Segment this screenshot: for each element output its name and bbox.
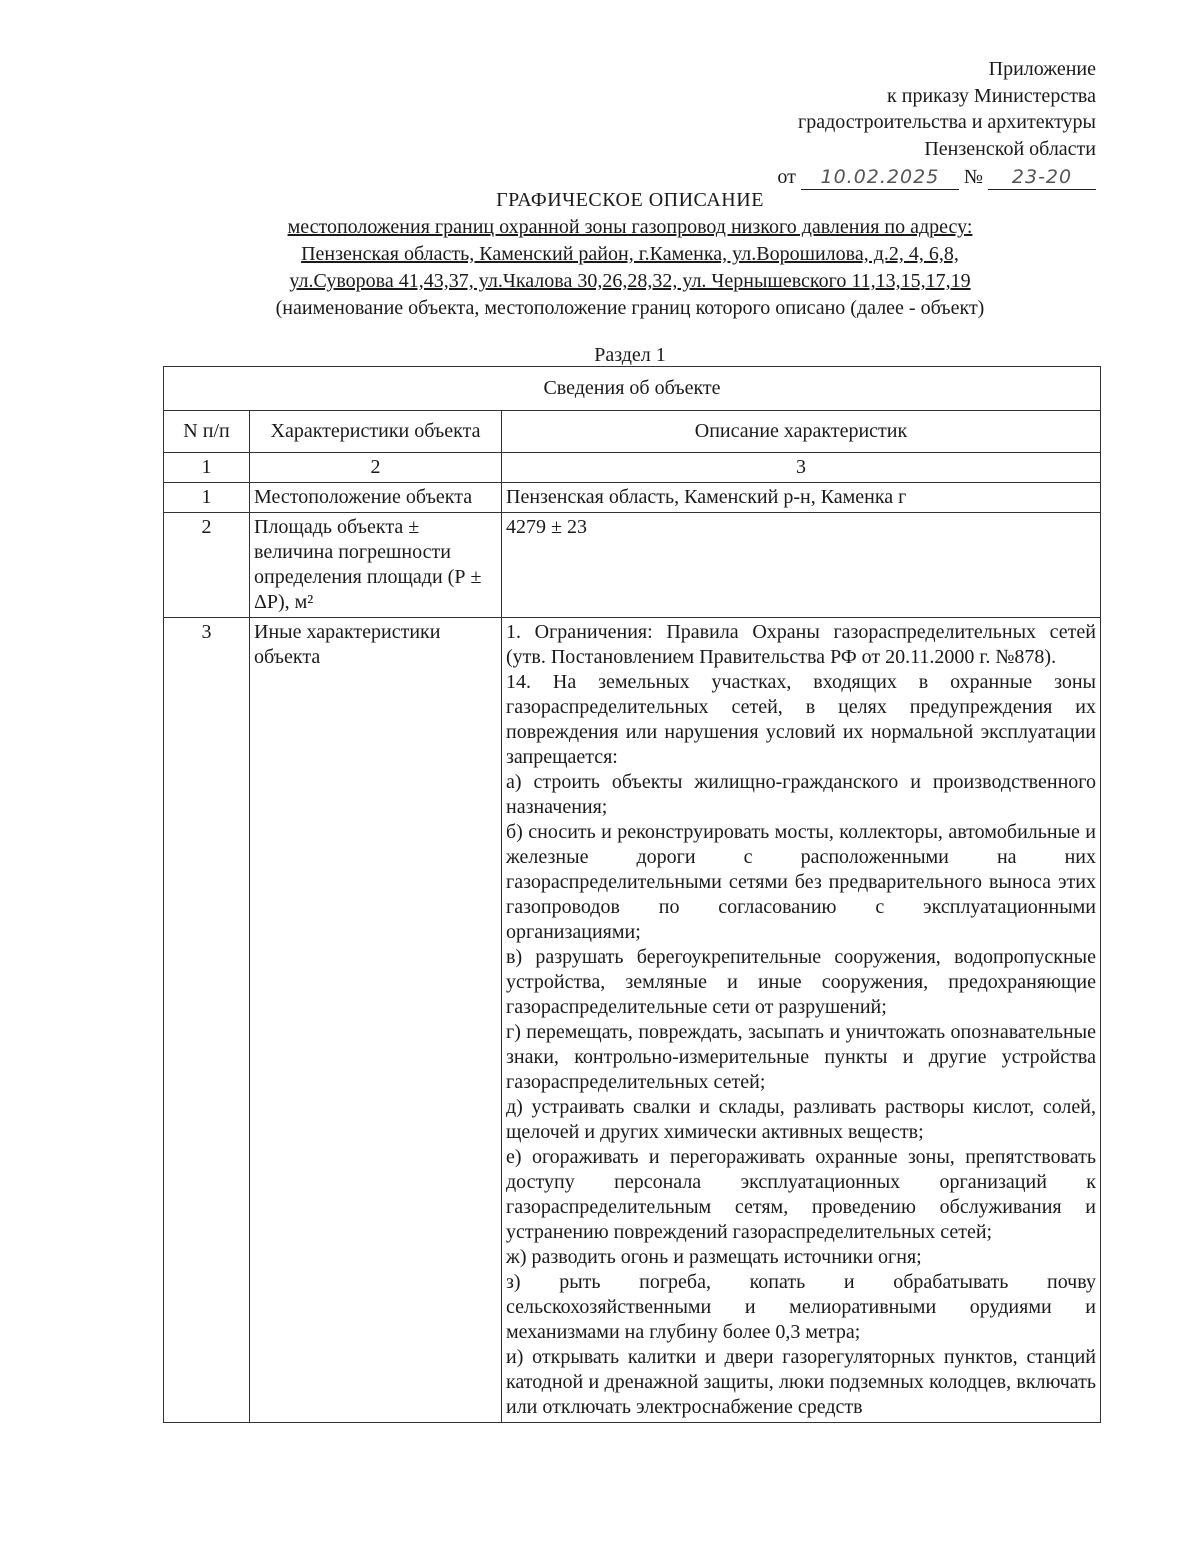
- row-1-name: Местоположение объекта: [250, 483, 502, 513]
- row-1-value: Пензенская область, Каменский р-н, Каменка г: [502, 483, 1101, 513]
- appendix-block: [777, 56, 1096, 191]
- appendix-line-2: к приказу Министерства: [887, 84, 1096, 107]
- row-3-name: Иные характеристики объекта: [250, 618, 502, 1423]
- from-label: от: [777, 166, 796, 188]
- paragraph-g: г) перемещать, повреждать, засыпать и уничтожать опознавательные знаки, контрольно-измерительные пункты и другие устройства газораспределительных сетей;: [506, 1021, 1096, 1093]
- handwritten-number: 23-20: [988, 165, 1096, 190]
- row-2-number: 2: [164, 513, 250, 618]
- object-info-table: [163, 366, 1101, 1423]
- header-characteristic: Характеристики объекта: [250, 411, 502, 453]
- table-numbering-row: [164, 453, 1101, 483]
- handwritten-date: 10.02.2025: [801, 165, 959, 190]
- table-title: Сведения об объекте: [164, 367, 1101, 411]
- section-heading: Раздел 1: [594, 344, 666, 366]
- paragraph-14: 14. На земельных участках, входящих в охранные зоны газораспределительных сетей, в целях предупреждения их повреждения или нарушения условий их нормальной эксплуатации запрещается:: [506, 671, 1096, 768]
- paragraph-z: з) рыть погреба, копать и обрабатывать почву сельскохозяйственными и мелиоративными орудиями и механизмами на глубину более 0,3 метра;: [506, 1271, 1096, 1343]
- table-row: [164, 483, 1101, 513]
- table-row: [164, 618, 1101, 1423]
- row-3-number: 3: [164, 618, 250, 1423]
- subtitle-line-3: ул.Суворова 41,43,37, ул.Чкалова 30,26,28,32, ул. Чернышевского 11,13,15,17,19: [289, 270, 971, 292]
- row-3-description: [502, 618, 1101, 1423]
- paragraph-e: е) огораживать и перегораживать охранные зоны, препятствовать доступу персонала эксплуатационных организаций к газораспределительным сетям, проведению обслуживания и устранению повреждений газораспределительных сетей;: [506, 1146, 1096, 1243]
- paragraph-d: д) устраивать свалки и склады, разливать растворы кислот, солей, щелочей и других химически активных веществ;: [506, 1096, 1096, 1143]
- row-1-number: 1: [164, 483, 250, 513]
- appendix-line-1: Приложение: [988, 58, 1096, 80]
- appendix-line-3: градостроительства и архитектуры: [798, 111, 1096, 133]
- paragraph-a: а) строить объекты жилищно-гражданского и производственного назначения;: [506, 771, 1096, 818]
- document-title: ГРАФИЧЕСКОЕ ОПИСАНИЕ: [496, 189, 764, 211]
- table-header-row: [164, 411, 1101, 453]
- numbering-1: 1: [164, 453, 250, 483]
- row-2-value: 4279 ± 23: [502, 513, 1101, 618]
- header-number: N п/п: [164, 411, 250, 453]
- paragraph-i: и) открывать калитки и двери газорегуляторных пунктов, станций катодной и дренажной защиты, люки подземных колодцев, включать или отключать электроснабжение средств: [506, 1346, 1096, 1418]
- paragraph-restrictions: 1. Ограничения: Правила Охраны газораспределительных сетей (утв. Постановлением Правительства РФ от 20.11.2000 г. №878).: [506, 621, 1096, 668]
- number-label: №: [963, 166, 983, 188]
- paragraph-zh: ж) разводить огонь и размещать источники огня;: [506, 1246, 922, 1268]
- numbering-3: 3: [502, 453, 1101, 483]
- title-block: [160, 186, 1100, 368]
- subtitle-line-1: местоположения границ охранной зоны газопровод низкого давления по адресу:: [287, 216, 973, 238]
- paragraph-b: б) сносить и реконструировать мосты, коллекторы, автомобильные и железные дороги с расположенными на них газораспределительными сетями без предварительного выноса этих газопроводов по согласованию с эксплуатационными организациями;: [506, 821, 1096, 943]
- row-2-name: Площадь объекта ± величина погрешности определения площади (Р ± ΔР), м²: [250, 513, 502, 618]
- numbering-2: 2: [250, 453, 502, 483]
- table-row: [164, 513, 1101, 618]
- object-caption: (наименование объекта, местоположение границ которого описано (далее - объект): [275, 297, 985, 319]
- appendix-line-4: Пензенской области: [924, 137, 1096, 160]
- subtitle-line-2: Пензенская область, Каменский район, г.Каменка, ул.Ворошилова, д.2, 4, 6,8,: [301, 243, 959, 265]
- table-title-row: [164, 367, 1101, 411]
- paragraph-v: в) разрушать берегоукрепительные сооружения, водопропускные устройства, земляные и иные сооружения, предохраняющие газораспределительные сети от разрушений;: [506, 946, 1096, 1018]
- header-description: Описание характеристик: [502, 411, 1101, 453]
